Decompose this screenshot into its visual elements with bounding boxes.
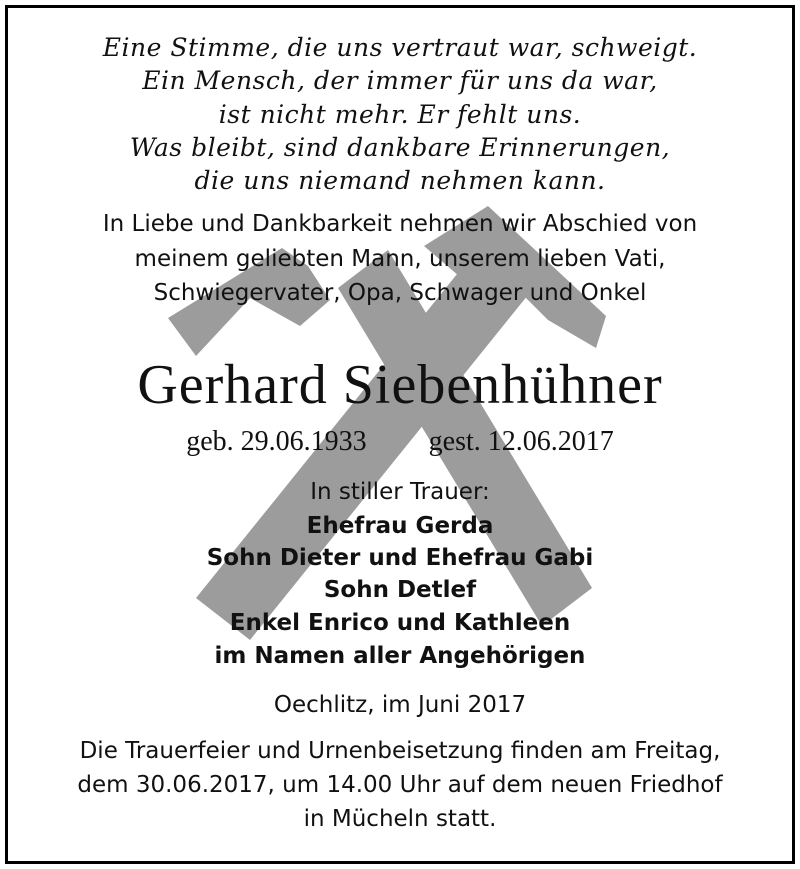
mourner-1: Ehefrau Gerda bbox=[306, 513, 494, 539]
deceased-name: Gerhard Siebenhühner bbox=[137, 354, 663, 416]
mourner-4: Enkel Enrico und Kathleen bbox=[229, 610, 571, 636]
poem-line-3: ist nicht mehr. Er fehlt uns. bbox=[218, 100, 582, 129]
death-date: gest. 12.06.2017 bbox=[428, 426, 614, 457]
poem-line-5: die uns niemand nehmen kann. bbox=[194, 166, 606, 195]
mourner-3: Sohn Detlef bbox=[323, 577, 477, 603]
intro-line-1: In Liebe und Dankbarkeit nehmen wir Abschied von bbox=[102, 211, 698, 237]
poem-line-2: Ein Mensch, der immer für uns da war, bbox=[142, 66, 658, 95]
mourner-2: Sohn Dieter und Ehefrau Gabi bbox=[206, 545, 594, 571]
funeral-line-3: in Mücheln statt. bbox=[303, 806, 497, 832]
intro-line-3: Schwiegervater, Opa, Schwager und Onkel bbox=[153, 280, 647, 306]
intro-line-2: meinem geliebten Mann, unserem lieben Vati, bbox=[134, 246, 666, 272]
funeral-line-1: Die Trauerfeier und Urnenbeisetzung finden am Freitag, bbox=[79, 738, 721, 764]
mourner-5: im Namen aller Angehörigen bbox=[214, 643, 586, 669]
poem-line-4: Was bleibt, sind dankbare Erinnerungen, bbox=[129, 133, 671, 162]
birth-date: geb. 29.06.1933 bbox=[186, 426, 367, 457]
mourning-label: In stiller Trauer: bbox=[310, 479, 490, 505]
life-dates bbox=[0, 426, 800, 458]
place-and-date: Oechlitz, im Juni 2017 bbox=[273, 692, 527, 718]
funeral-line-2: dem 30.06.2017, um 14.00 Uhr auf dem neuen Friedhof bbox=[77, 772, 723, 798]
poem-line-1: Eine Stimme, die uns vertraut war, schweigt. bbox=[102, 33, 698, 62]
